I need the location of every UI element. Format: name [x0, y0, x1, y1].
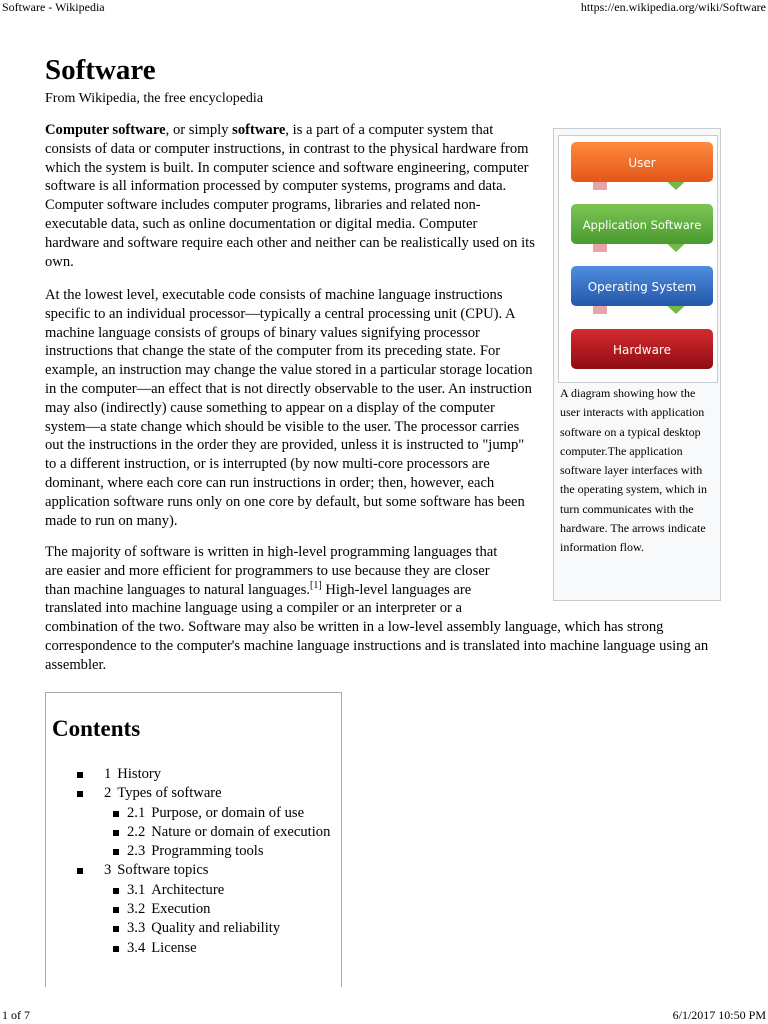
toc-number: 3.2 — [127, 901, 146, 918]
p3-text-b: High-level languages are translated into machine language using a compiler or an interpreter or a combination of the two. Software may also be written in a low-level assembly language, which has strong correspondence to the computer's machine language instructions and is translated into machine language using an assembler. — [45, 581, 709, 673]
bullet-icon — [77, 772, 83, 778]
toc-label: Software topics — [117, 862, 209, 879]
p1-text-a: , or simply — [165, 122, 233, 138]
citation-ref[interactable]: [1] — [310, 579, 322, 591]
toc-number: 3.1 — [127, 881, 146, 898]
machine-language-paragraph: At the lowest level, executable code consists of machine language instructions specific to an individual processor—typically a central processing unit (CPU). A machine language consists of groups of binary values signifying processor instructions that change the state of the computer from its preceding state. For example, an instruction may change the value stored in a particular storage location in the computer—an effect that is not directly observable to the user. An instruction may also (indirectly) cause something to appear on a display of the computer system—a state change which should be visible to the user. The processor carries out the instructions in the order they are provided, unless it is instructed to "jump" to a different instruction, or is interrupted (by now multi-core processors are dominant, where each core can run instructions in order; then, however, each application software runs only on one core by default, but some software has been made to run on many). — [45, 287, 533, 529]
toc-number: 2.1 — [127, 804, 146, 821]
software-layers-svg — [559, 136, 717, 382]
bullet-icon — [113, 888, 119, 894]
toc-item-execution[interactable] — [46, 900, 330, 919]
bullet-icon — [113, 830, 119, 836]
print-header — [0, 0, 768, 14]
toc-item-programming-tools[interactable] — [46, 842, 330, 861]
term-computer-software: Computer software — [45, 122, 166, 138]
toc-number: 2.2 — [127, 823, 146, 840]
toc-title: Contents — [52, 716, 141, 741]
print-header-title: Software - Wikipedia — [2, 0, 105, 14]
toc-item-types-of-software[interactable] — [46, 784, 330, 803]
bullet-icon — [113, 849, 119, 855]
bullet-icon — [113, 946, 119, 952]
p1-text-b: , is a part of a computer system that consists of data or computer instructions, in contrast to the physical hardware from which the system is built. In computer science and software engineering, computer software is all information processed by computer systems, programs and data. Computer software includes computer programs, libraries and related non-executable data, such as online documentation or digital media. Computer hardware and software require each other and neither can be realistically used on its own. — [45, 122, 535, 270]
toc-label: Execution — [151, 901, 211, 918]
toc-number: 2.3 — [127, 843, 146, 860]
toc-item-nature[interactable] — [46, 823, 330, 842]
page-count: 1 of 7 — [2, 1008, 30, 1022]
bullet-icon — [77, 791, 83, 797]
toc-number: 3 — [104, 862, 112, 879]
toc-list — [46, 765, 330, 958]
toc-number: 1 — [104, 766, 112, 782]
toc-label: Types of software — [117, 785, 222, 802]
bullet-icon — [113, 811, 119, 817]
toc-label: Architecture — [151, 881, 225, 898]
table-of-contents — [45, 692, 342, 987]
toc-label: Quality and reliability — [151, 920, 281, 937]
software-layers-diagram[interactable] — [558, 135, 718, 383]
toc-item-architecture[interactable] — [46, 881, 330, 900]
bullet-icon — [77, 868, 83, 874]
term-software: software — [232, 122, 286, 138]
p3-text-a: The majority of software is written in high-level programming languages that are easier and more efficient for programmers to use because they are closer than machine languages to natural languages. — [45, 544, 498, 598]
print-timestamp: 6/1/2017 10:50 PM — [672, 1008, 766, 1022]
toc-item-purpose[interactable] — [46, 804, 330, 823]
toc-number: 3.3 — [127, 920, 146, 937]
layer-user-label: User — [628, 156, 656, 170]
toc-label: Nature or domain of execution — [151, 823, 331, 840]
page-subtitle: From Wikipedia, the free encyclopedia — [45, 91, 264, 106]
toc-item-license[interactable] — [46, 939, 330, 958]
toc-label: Purpose, or domain of use — [151, 804, 305, 821]
print-footer — [0, 1008, 768, 1022]
toc-item-software-topics[interactable] — [46, 861, 330, 880]
toc-number: 3.4 — [127, 939, 146, 956]
layer-app-label: Application Software — [582, 218, 702, 232]
toc-number: 2 — [104, 785, 112, 802]
toc-label: History — [117, 766, 162, 782]
toc-label: License — [151, 939, 197, 956]
intro-paragraph — [45, 121, 535, 271]
page-title: Software — [45, 54, 156, 86]
print-header-url[interactable]: https://en.wikipedia.org/wiki/Software — [580, 0, 766, 14]
layer-hw-label: Hardware — [613, 343, 671, 357]
toc-label: Programming tools — [151, 843, 264, 860]
toc-item-history[interactable] — [46, 765, 330, 784]
infobox-caption: A diagram showing how the user interacts with application software on a typical desktop computer.The application software layer interfaces with the operating system, which in turn communicates with the hardware. The arrows indicate information flow. — [560, 386, 707, 555]
bullet-icon — [113, 907, 119, 913]
infobox — [553, 128, 721, 601]
layer-os-label: Operating System — [587, 280, 697, 294]
toc-item-quality[interactable] — [46, 919, 330, 938]
bullet-icon — [113, 926, 119, 932]
